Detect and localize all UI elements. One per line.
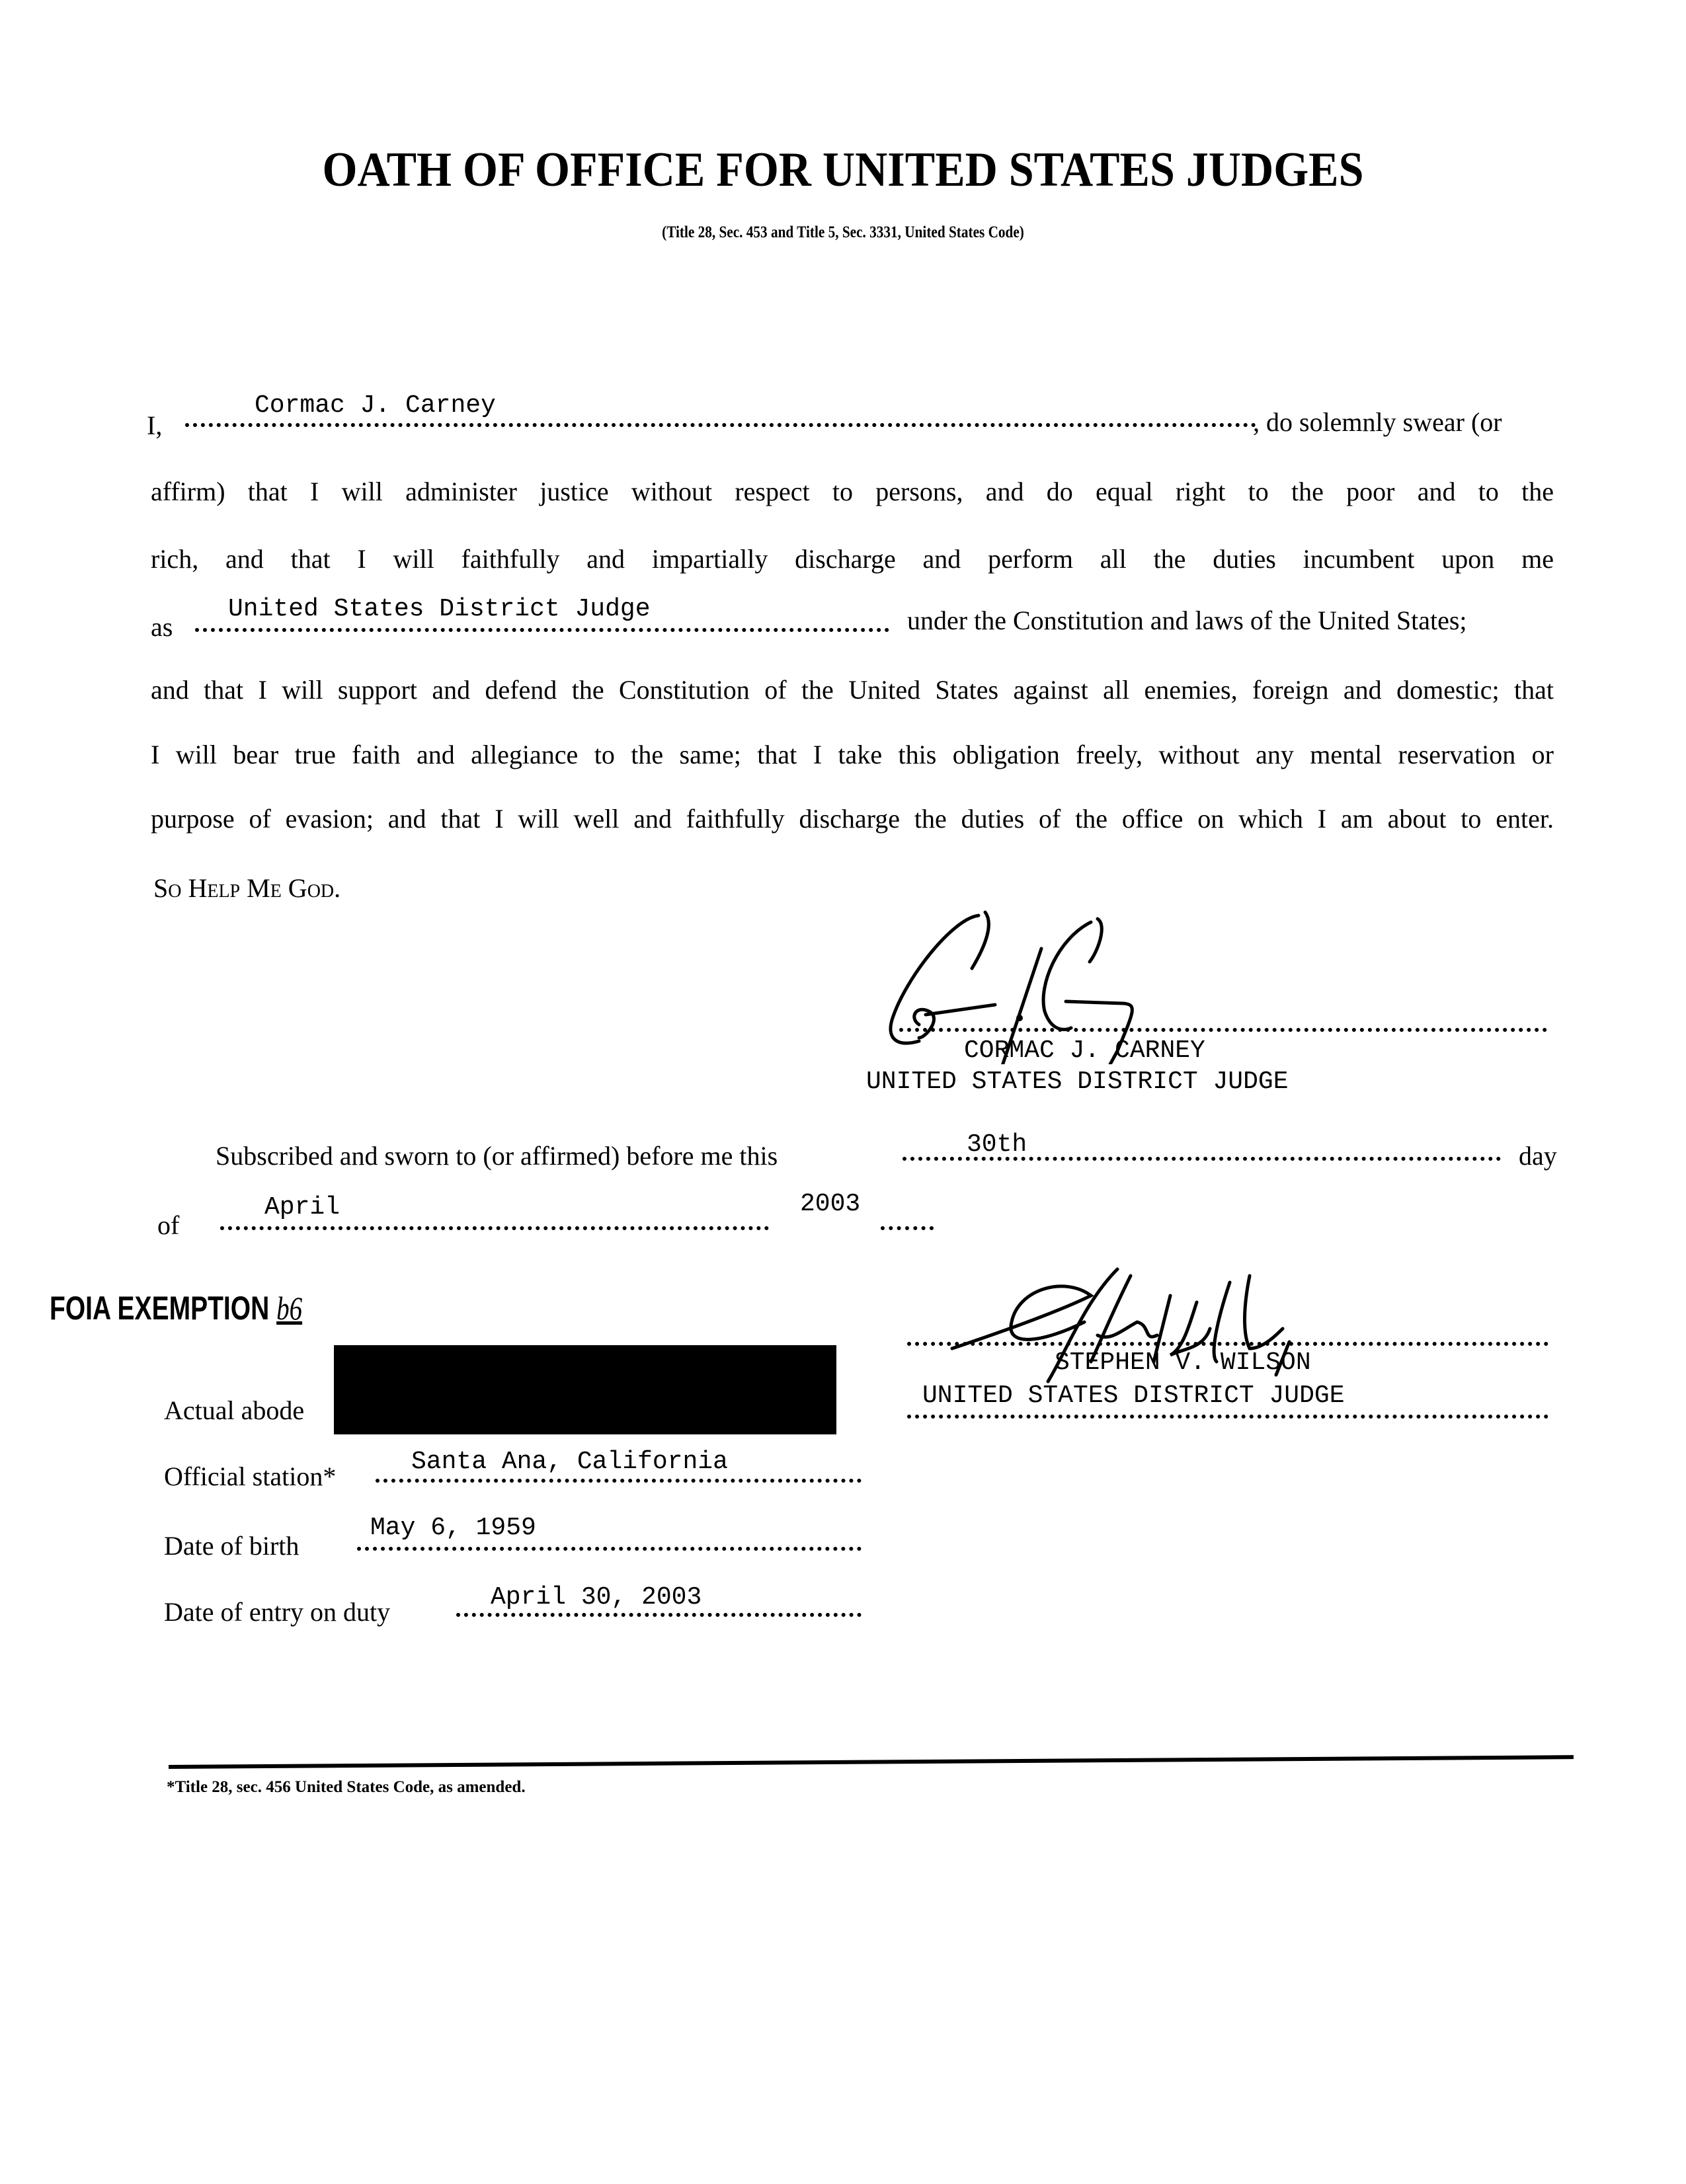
signer-name: CORMAC J. CARNEY [964,1036,1205,1065]
oath-line6: I will bear true faith and allegiance to the same; that I take this obligation freely, without any mental reservation or [151,740,1554,769]
subscription-prefix: Subscribed and sworn to (or affirmed) before me this [216,1141,778,1171]
date-of-birth-label: Date of birth [164,1531,300,1561]
name-dotted-line [185,423,1256,427]
footnote-rule [169,1755,1574,1769]
year-typed-field: 2003 [800,1190,861,1218]
signer-dotted-line [899,1028,1547,1032]
foia-exemption-label: FOIA EXEMPTION [50,1290,270,1327]
oath-line4-prefix: as [151,612,173,642]
official-station-label: Official station* [164,1462,337,1491]
administrator-name: STEPHEN V. WILSON [1055,1348,1311,1377]
foia-exemption-code: b6 [276,1290,303,1327]
oath-line2: affirm) that I will administer justice without respect to persons, and do equal right to the poor and to the [151,477,1554,506]
month-typed-field: April [264,1193,341,1222]
oath-line1-suffix: , do solemnly swear (or [1253,407,1502,437]
official-station-dotted-line [376,1479,862,1483]
date-of-birth-value: May 6, 1959 [370,1514,536,1542]
foia-exemption-stamp [50,1289,302,1327]
oath-line4-suffix: under the Constitution and laws of the United States; [907,605,1467,635]
position-dotted-line [195,628,889,632]
oath-line1-prefix: I, [147,410,163,440]
date-of-entry-dotted-line [456,1613,862,1617]
document-subtitle: (Title 28, Sec. 453 and Title 5, Sec. 3331, United States Code) [662,223,1024,241]
oath-line3: rich, and that I will faithfully and impartially discharge and perform all the duties incumbent upon me [151,544,1554,574]
oath-line7: purpose of evasion; and that I will well and faithfully discharge the duties of the office on which I am about to enter. [151,804,1554,834]
document-title: OATH OF OFFICE FOR UNITED STATES JUDGES [322,143,1364,197]
name-typed-field: Cormac J. Carney [255,391,496,420]
footnote-text: *Title 28, sec. 456 United States Code, as amended. [167,1778,526,1796]
administrator-title-dotted-line [907,1415,1548,1419]
oath-line5: and that I will support and defend the Constitution of the United States against all enemies, foreign and domestic; that [151,675,1554,705]
signer-title: UNITED STATES DISTRICT JUDGE [866,1068,1289,1096]
date-of-birth-dotted-line [357,1547,862,1551]
month-dotted-line [220,1226,769,1230]
subscription-day-label: day [1519,1141,1557,1171]
administrator-title: UNITED STATES DISTRICT JUDGE [922,1382,1345,1410]
date-of-entry-value: April 30, 2003 [491,1583,702,1612]
day-typed-field: 30th [967,1130,1027,1159]
actual-abode-redaction [334,1345,836,1434]
year-dotted-line [881,1226,934,1230]
position-typed-field: United States District Judge [228,595,651,623]
subscription-of-label: of [157,1210,180,1240]
date-of-entry-label: Date of entry on duty [164,1597,391,1627]
administrator-dotted-line [907,1342,1548,1346]
official-station-value: Santa Ana, California [411,1448,728,1476]
oath-closing: So Help Me God. [153,873,341,903]
actual-abode-label: Actual abode [164,1395,305,1425]
